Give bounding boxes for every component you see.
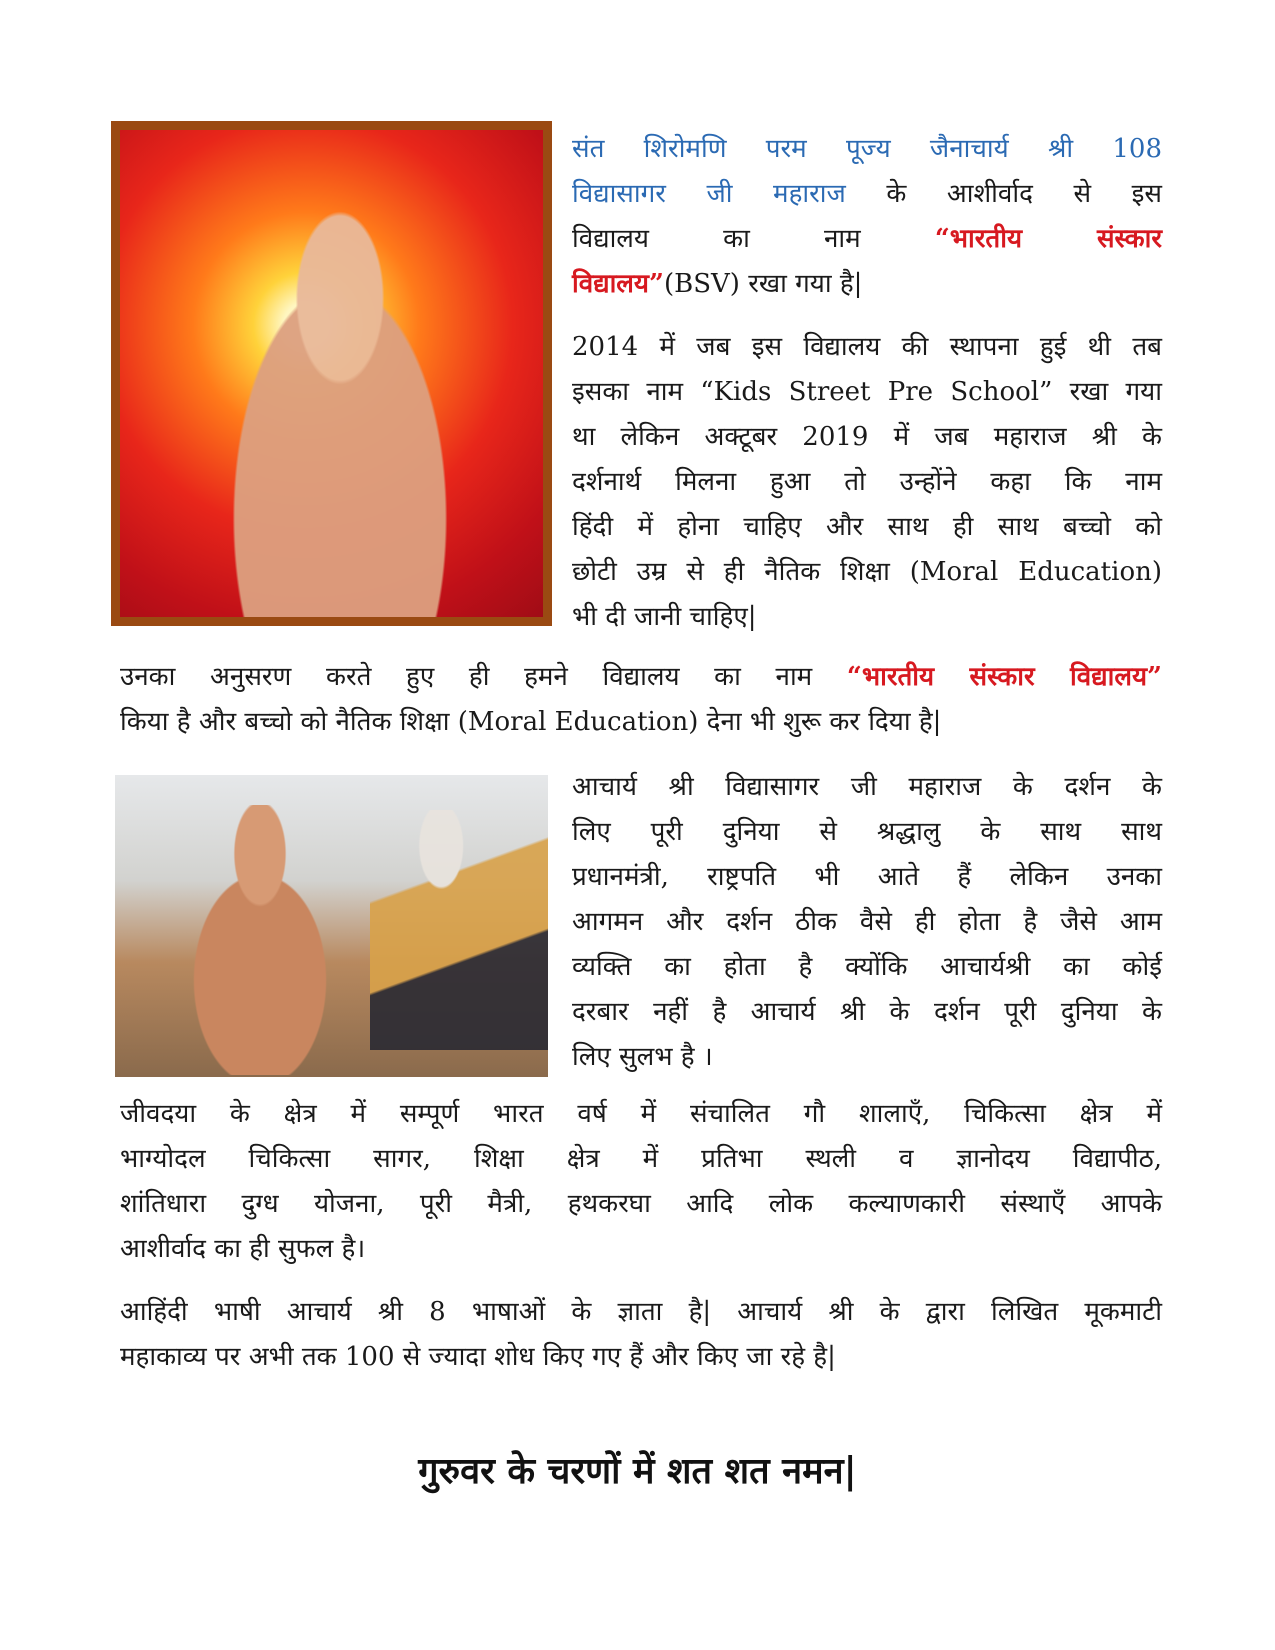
following-line-2: किया है और बच्चो को नैतिक शिक्षा (Moral Education) देना भी शुरू कर दिया है|: [120, 707, 942, 737]
portrait-figure: [175, 160, 505, 617]
school-name-highlight-2: विद्यालय”: [572, 269, 664, 299]
darshan-line-7: लिए सुलभ है ।: [572, 1042, 713, 1072]
guru-portrait-frame: [111, 121, 552, 626]
paragraph-languages: [120, 1290, 1162, 1380]
paragraph-institutions: [120, 1092, 1162, 1272]
paragraph-darshan: [572, 765, 1162, 1080]
following-line-1: उनका अनुसरण करते हुए ही हमने विद्यालय का नाम: [120, 662, 847, 692]
darshan-line-2: लिए पूरी दुनिया से श्रद्धालु के साथ साथ: [572, 817, 1162, 847]
darshan-line-1: आचार्य श्री विद्यासागर जी महाराज के दर्शन के: [572, 772, 1162, 802]
history-line-2: इसका नाम “Kids Street Pre School” रखा गया: [572, 377, 1162, 407]
history-line-3: था लेकिन अक्टूबर 2019 में जब महाराज श्री के: [572, 422, 1162, 452]
history-line-7: भी दी जानी चाहिए|: [572, 602, 757, 632]
languages-line-1: आहिंदी भाषी आचार्य श्री 8 भाषाओं के ज्ञाता है| आचार्य श्री के द्वारा लिखित मूकमाटी: [120, 1297, 1162, 1327]
institutions-line-4: आशीर्वाद का ही सुफल है।: [120, 1234, 366, 1264]
history-line-5: हिंदी में होना चाहिए और साथ ही साथ बच्चो को: [572, 512, 1162, 542]
history-line-1: 2014 में जब इस विद्यालय की स्थापना हुई थी तब: [572, 332, 1162, 362]
darshan-line-3: प्रधानमंत्री, राष्ट्रपति भी आते हैं लेकिन उनका: [572, 862, 1162, 892]
school-name-highlight-3: “भारतीय संस्कार विद्यालय”: [846, 662, 1162, 692]
paragraph-following: [120, 655, 1162, 745]
closing-salutation: गुरुवर के चरणों में शत शत नमन|: [418, 1450, 857, 1492]
history-line-4: दर्शनार्थ मिलना हुआ तो उन्होंने कहा कि नाम: [572, 467, 1162, 497]
institutions-line-1: जीवदया के क्षेत्र में सम्पूर्ण भारत वर्ष में संचालित गौ शालाएँ, चिकित्सा क्षेत्र में: [120, 1099, 1162, 1129]
darshan-line-6: दरबार नहीं है आचार्य श्री के दर्शन पूरी दुनिया के: [572, 997, 1162, 1027]
school-abbrev-text: (BSV) रखा गया है|: [663, 269, 863, 299]
institutions-line-2: भाग्योदल चिकित्सा सागर, शिक्षा क्षेत्र में प्रतिभा स्थली व ज्ञानोदय विद्यापीठ,: [120, 1144, 1162, 1174]
history-line-6: छोटी उम्र से ही नैतिक शिक्षा (Moral Education): [572, 557, 1162, 587]
school-name-highlight-1: “भारतीय संस्कार: [934, 224, 1162, 254]
darshan-line-4: आगमन और दर्शन ठीक वैसे ही होता है जैसे आम: [572, 907, 1162, 937]
paragraph-school-name: [572, 127, 1162, 307]
school-name-lead: विद्यालय का नाम: [572, 224, 935, 254]
guru-portrait-photo: [120, 130, 543, 617]
darshan-line-5: व्यक्ति का होता है क्योंकि आचार्यश्री का कोई: [572, 952, 1162, 982]
darshan-photo: [115, 775, 548, 1077]
paragraph-history: [572, 325, 1162, 640]
languages-line-2: महाकाव्य पर अभी तक 100 से ज्यादा शोध किए गए हैं और किए जा रहे है|: [120, 1342, 836, 1372]
guru-title-text: संत शिरोमणि परम पूज्य जैनाचार्य श्री 108: [572, 134, 1162, 164]
institutions-line-3: शांतिधारा दुग्ध योजना, पूरी मैत्री, हथकरघा आदि लोक कल्याणकारी संस्थाएँ आपके: [120, 1189, 1162, 1219]
guru-name-text: विद्यासागर जी महाराज: [572, 179, 846, 209]
blessing-text: के आशीर्वाद से इस: [845, 179, 1162, 209]
bowing-visitor-figure: [370, 810, 548, 1050]
seated-acharya-figure: [170, 805, 370, 1075]
